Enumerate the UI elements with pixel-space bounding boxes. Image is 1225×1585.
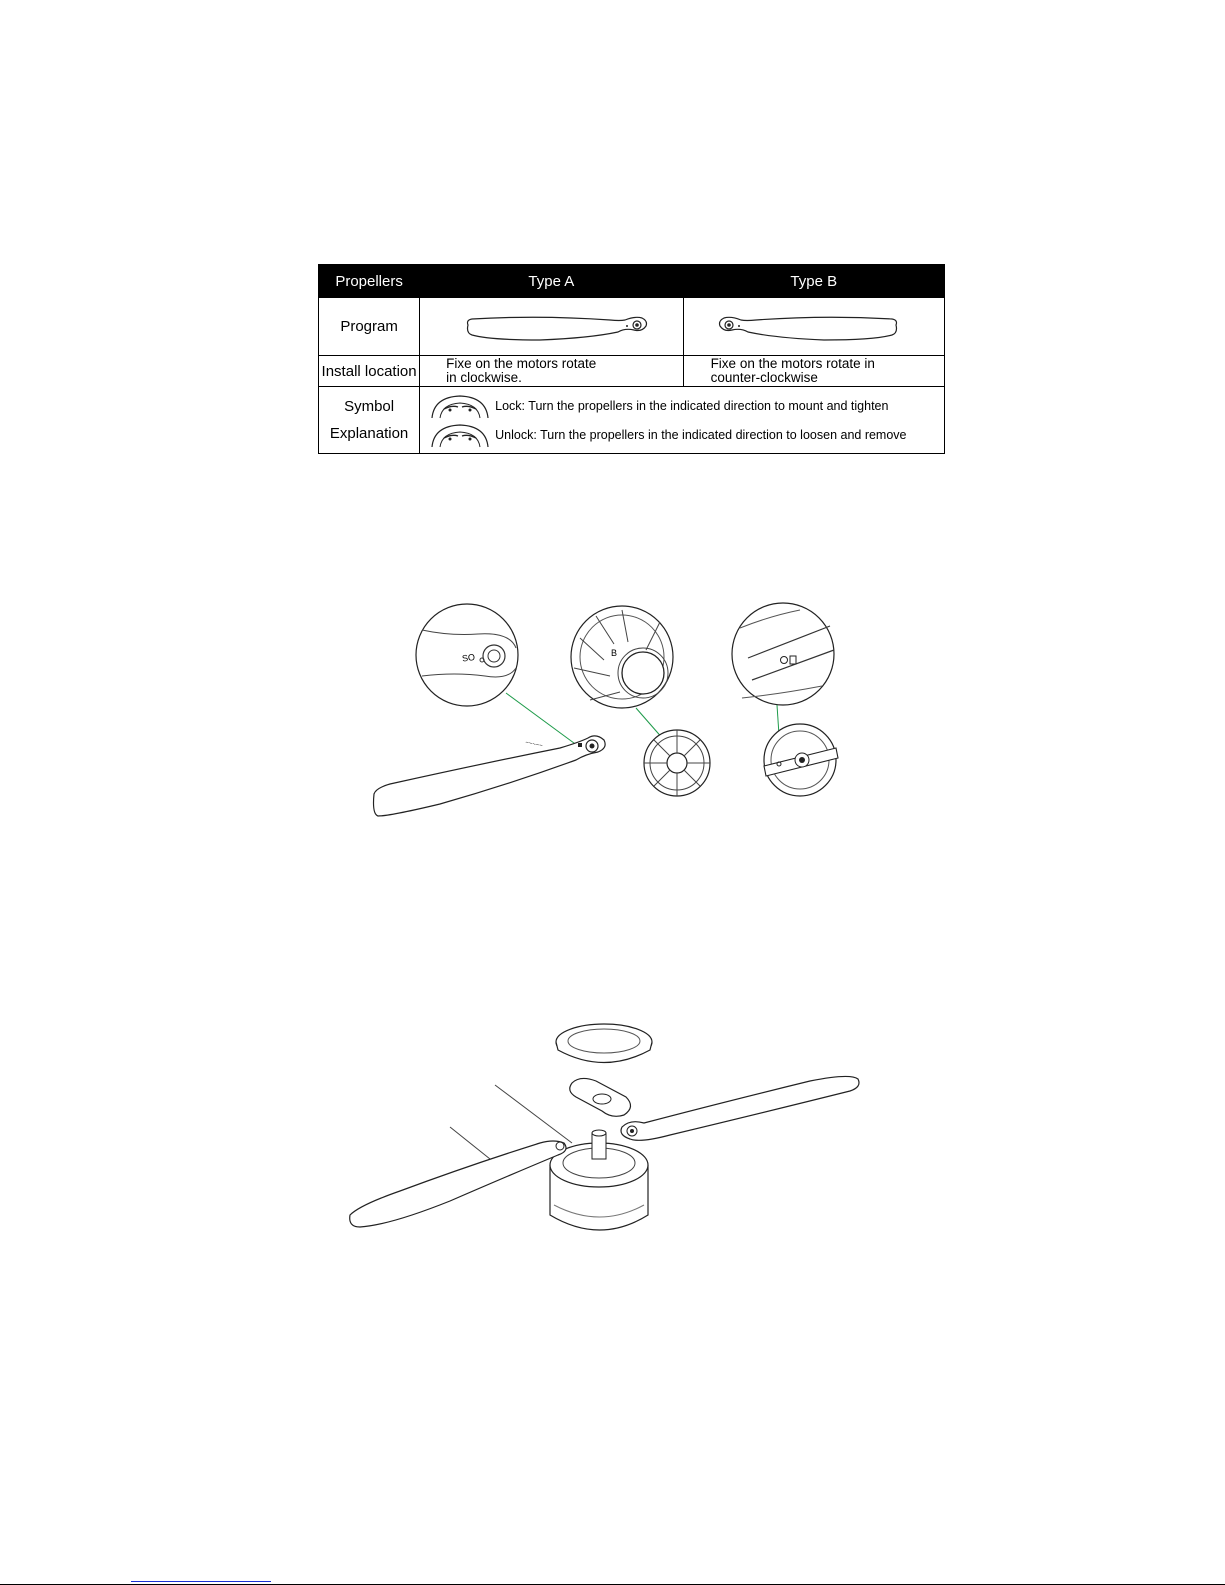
symbol-label-line2: Explanation	[329, 425, 409, 442]
motor-clip-drawing	[764, 724, 838, 796]
blade-marking-text: SO	[461, 651, 476, 664]
symbol-row	[319, 387, 945, 454]
header-type-b: Type B	[683, 265, 944, 298]
propeller-table	[318, 264, 945, 454]
lock-rotation-icon	[430, 393, 490, 419]
hub-marking-text: B	[611, 648, 618, 658]
type-b-propeller-icon	[684, 298, 944, 355]
blade-hub-zoom	[416, 604, 518, 706]
symbol-label	[319, 387, 420, 454]
install-type-a	[420, 356, 683, 387]
install-type-b	[683, 356, 944, 387]
type-a-blade-cell	[420, 298, 683, 356]
clip-plate-drawing	[570, 1078, 631, 1116]
hub-zoom	[571, 606, 673, 708]
hub-wheel-drawing	[644, 730, 710, 796]
symbol-explanation	[420, 387, 945, 454]
install-row	[319, 356, 945, 387]
type-b-blade-cell	[683, 298, 944, 356]
unlock-line	[420, 420, 944, 449]
unlock-rotation-icon	[430, 422, 490, 448]
svg-text:~~~~~: ~~~~~	[524, 740, 543, 750]
install-type-a-line2: in clockwise.	[446, 370, 522, 385]
hub-cap-drawing	[556, 1024, 652, 1063]
install-type-b-line2: counter-clockwise	[710, 370, 818, 385]
table-header-row	[319, 265, 945, 298]
propeller-assembly-figure	[340, 1015, 870, 1250]
install-type-a-line1: Fixe on the motors rotate	[446, 356, 597, 371]
symbol-label-line1: Symbol	[344, 398, 395, 415]
unlock-text: Unlock: Turn the propellers in the indicated direction to loosen and remove	[495, 427, 907, 442]
lock-line	[420, 391, 944, 420]
install-label: Install location	[319, 356, 420, 387]
footer-link-underline[interactable]	[131, 1581, 271, 1582]
motor-clip-zoom	[732, 603, 834, 705]
program-row	[319, 298, 945, 356]
lock-text: Lock: Turn the propellers in the indicated direction to mount and tighten	[495, 398, 889, 413]
propeller-marking-figure	[360, 598, 880, 828]
type-a-propeller-icon	[420, 298, 682, 355]
propeller-blade-drawing	[374, 736, 606, 816]
right-propeller-blade-drawing	[621, 1076, 859, 1140]
install-type-b-line1: Fixe on the motors rotate in	[710, 356, 875, 371]
program-label: Program	[319, 298, 420, 356]
header-propellers: Propellers	[319, 265, 420, 298]
header-type-a: Type A	[420, 265, 683, 298]
left-propeller-blade-drawing	[350, 1141, 566, 1227]
